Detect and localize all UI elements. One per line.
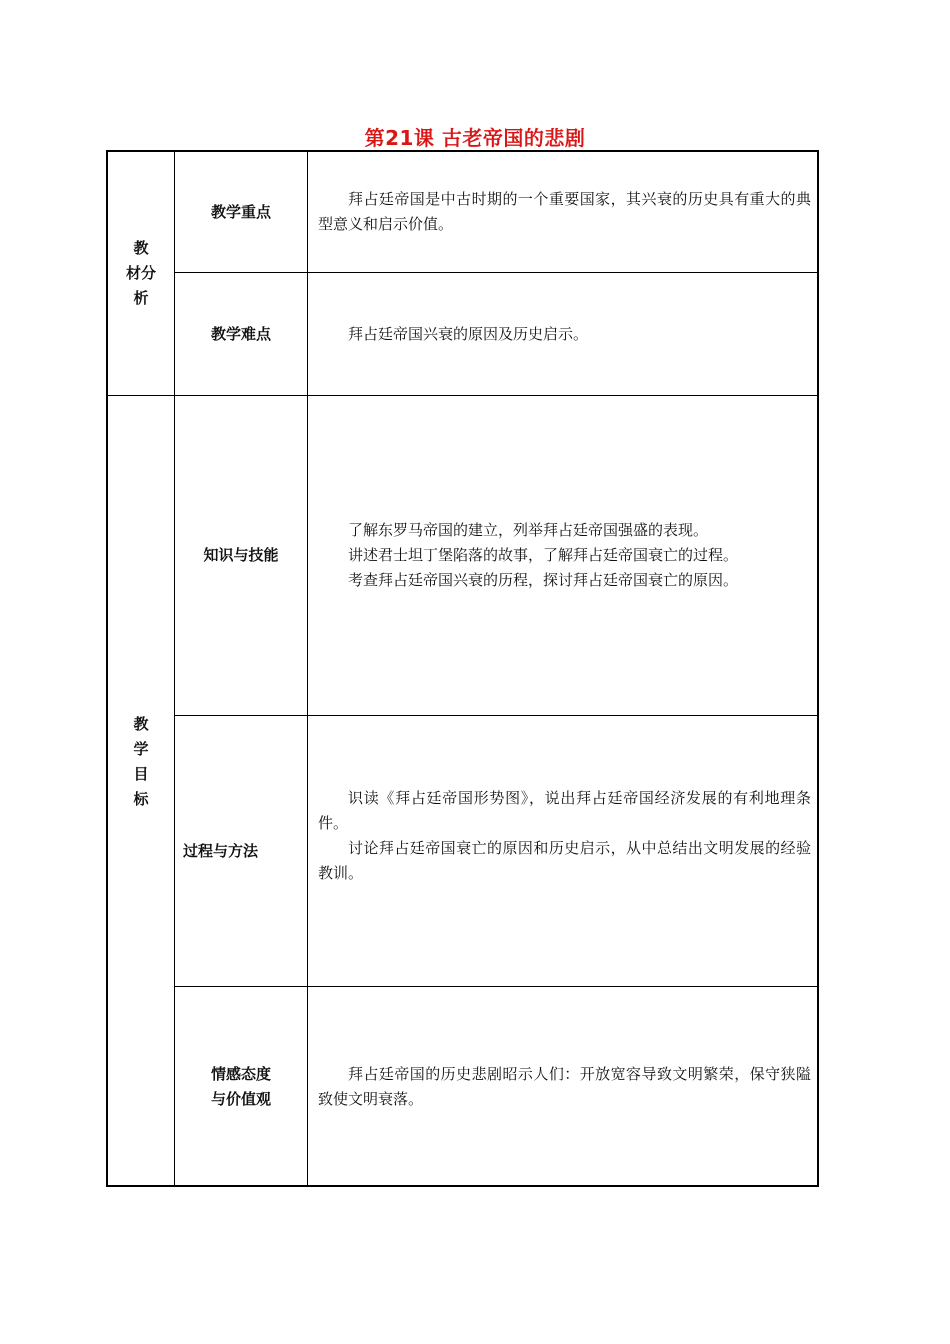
category-text: 标	[133, 789, 149, 808]
row-label-text: 与价值观	[210, 1090, 271, 1108]
row-label-text: 知识与技能	[203, 546, 279, 564]
row-label-text: 情感态度	[210, 1065, 271, 1083]
category-cell	[108, 396, 174, 1187]
category-text: 析	[133, 289, 149, 307]
lesson-table	[106, 150, 819, 1187]
row-content	[308, 396, 819, 715]
page-title: 第21课 古老帝国的悲剧	[364, 126, 586, 150]
row-label	[175, 987, 307, 1187]
row-content	[308, 273, 819, 395]
paragraph: 讲述君士坦丁堡陷落的故事，了解拜占廷帝国衰亡的过程。	[348, 546, 739, 564]
row-label-text: 教学难点	[210, 324, 271, 343]
category-text: 教	[133, 239, 149, 257]
paragraph: 识读《拜占廷帝国形势图》，说出拜占廷帝国经济发展的有利地理条件。	[318, 789, 811, 832]
row-label-text: 教学重点	[210, 202, 271, 221]
row-label	[175, 716, 307, 986]
paragraph: 讨论拜占廷帝国衰亡的原因和历史启示，从中总结出文明发展的经验教训。	[318, 839, 811, 882]
row-label-text: 过程与方法	[183, 841, 259, 860]
category-text: 学	[133, 739, 149, 758]
paragraph: 了解东罗马帝国的建立，列举拜占廷帝国强盛的表现。	[348, 521, 709, 539]
paragraph: 拜占廷帝国的历史悲剧昭示人们：开放宽容导致文明繁荣，保守狭隘致使文明衰落。	[318, 1065, 811, 1108]
paragraph: 拜占廷帝国兴衰的原因及历史启示。	[348, 324, 589, 343]
paragraph: 拜占廷帝国是中古时期的一个重要国家，其兴衰的历史具有重大的典型意义和启示价值。	[318, 190, 811, 233]
category-text: 目	[133, 764, 149, 783]
category-text: 材分	[125, 264, 156, 282]
row-content	[308, 716, 819, 986]
row-content	[308, 987, 819, 1187]
row-label	[175, 152, 307, 272]
row-content	[308, 152, 819, 272]
category-cell	[108, 152, 174, 395]
paragraph: 考查拜占廷帝国兴衰的历程，探讨拜占廷帝国衰亡的原因。	[348, 571, 739, 589]
row-label	[175, 396, 307, 715]
category-text: 教	[133, 714, 149, 733]
row-label	[175, 273, 307, 395]
